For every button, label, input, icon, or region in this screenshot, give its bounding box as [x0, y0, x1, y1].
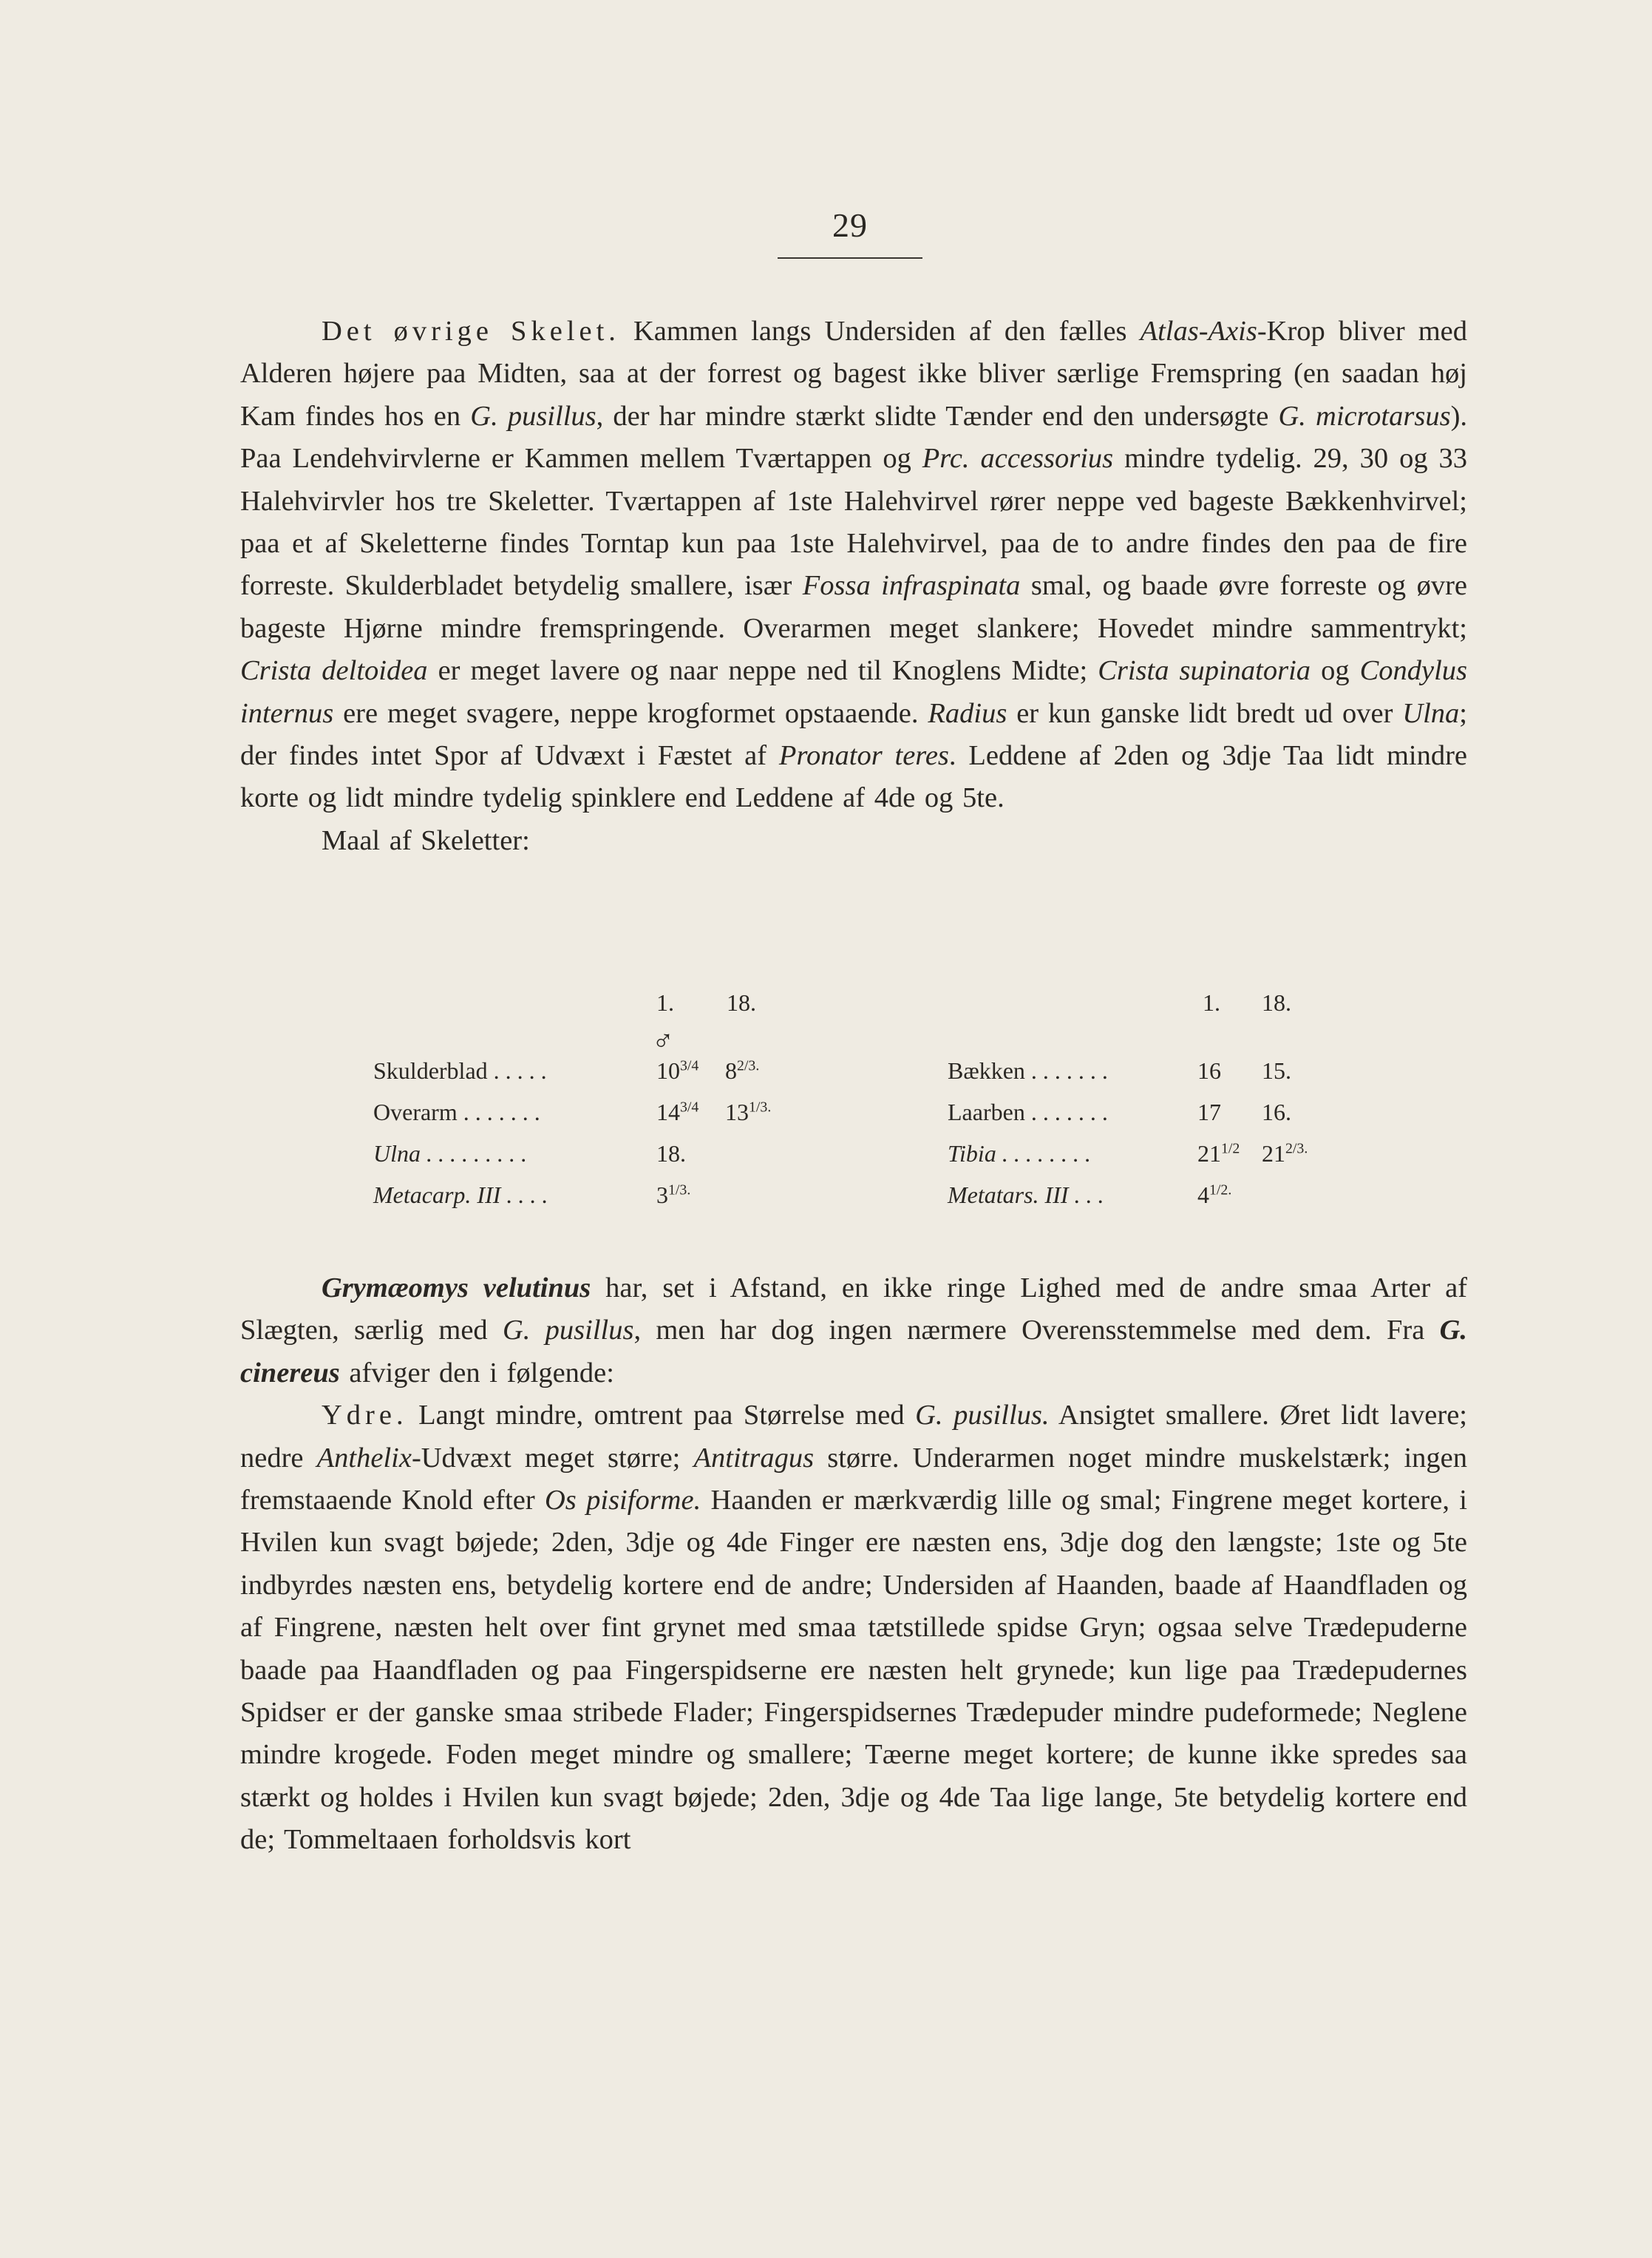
term-pronator-teres: Pronator teres	[778, 740, 949, 772]
text-run: -Udvæxt meget større;	[411, 1442, 694, 1474]
paragraph-grymaeomys-text	[240, 1267, 1467, 1394]
col-header-18-right: 18.	[1262, 989, 1291, 1016]
value-18: 15.	[1262, 1057, 1291, 1084]
col-header-18-left: 18.	[727, 989, 756, 1016]
value-1: $21^{1/2}$	[1197, 1140, 1240, 1167]
table-row	[948, 1181, 1232, 1209]
row-label: Bækken . . . . . . .	[948, 1057, 1108, 1084]
table-row	[373, 1057, 760, 1085]
value-18: $13^{1/3.}$	[725, 1099, 772, 1125]
value-1: 18.	[656, 1140, 686, 1167]
text-run: Langt mindre, omtrent paa Størrelse med	[407, 1400, 916, 1431]
value-1: $3^{1/3.}$	[656, 1181, 691, 1208]
row-label: Tibia . . . . . . . .	[948, 1140, 1091, 1167]
term-crista-supinatoria: Crista supinatoria	[1098, 655, 1311, 687]
value-1: 17	[1197, 1099, 1221, 1125]
text-run: afviger den i følgende:	[339, 1357, 614, 1389]
text-run: ). Paa Lendehvirvlerne er Kammen mellem Tværtappen og	[240, 400, 1468, 475]
paragraph-skeleton	[240, 311, 1467, 862]
row-label: Metacarp. III . . . .	[373, 1181, 548, 1208]
taxon-atlas-axis: Atlas-Axis	[1140, 316, 1257, 347]
text-run: smal, og baade øvre forreste og øvre bageste Hjørne mindre fremspringende. Overarmen meget slankere; Hovedet mindre sammentrykt;	[240, 570, 1467, 644]
measurements-label: Maal af Skeletter:	[322, 824, 530, 856]
text-run: mindre tydelig. 29, 30 og 33 Halehvirvler hos tre Skeletter. Tværtappen af 1ste Halehvirvel rører neppe ved bageste Bækkenhvirvel; paa et af Skeletterne findes Torntap kun paa 1ste Halehvirvel, paa de to andre findes den paa de fire forreste. Skulderbladet betydelig smallere, især	[240, 443, 1468, 602]
term-os-pisiforme: Os pisiforme.	[545, 1485, 701, 1516]
row-label: Overarm . . . . . . .	[373, 1099, 540, 1125]
value-1: $14^{3/4}$	[656, 1099, 699, 1125]
paragraph-skeleton-text	[240, 311, 1467, 820]
paragraph-ydre	[240, 1394, 1467, 1861]
table-row	[373, 1181, 691, 1209]
term-radius: Radius	[928, 697, 1007, 729]
taxon-g-pusillus: G. pusillus	[502, 1315, 634, 1346]
text-run: , der har mindre stærkt slidte Tænder end den undersøgte	[596, 400, 1279, 432]
taxon-grymaeomys-velutinus: Grymæomys velutinus	[322, 1272, 591, 1303]
header-rule	[778, 257, 922, 259]
term-anthelix: Anthelix	[316, 1442, 412, 1474]
text-run: ere meget svagere, neppe krogformet opstaaende.	[333, 697, 928, 729]
term-ulna: Ulna	[1402, 697, 1460, 729]
text-run: ; der findes intet Spor af Udvæxt i Fæstet af	[240, 697, 1467, 772]
page-number: 29	[832, 206, 868, 244]
term-antitragus: Antitragus	[693, 1442, 815, 1474]
term-fossa-infraspinata: Fossa infraspinata	[802, 570, 1021, 602]
table-row	[373, 1099, 772, 1126]
row-label: Skulderblad . . . . .	[373, 1057, 547, 1084]
text-run: har, set i Afstand, en ikke ringe Lighed med de andre smaa Arter af Slægten, særlig med	[240, 1272, 1467, 1346]
col-header-1-right: 1.	[1203, 989, 1220, 1016]
paragraph-grymaeomys	[240, 1267, 1467, 1862]
taxon-g-cinereus: G. cinereus	[240, 1315, 1467, 1389]
term-prc-accessorius: Prc. accessorius	[922, 443, 1114, 475]
section-heading-ydre: Ydre.	[322, 1400, 408, 1431]
text-run: er meget lavere og naar neppe ned til Knoglens Midte;	[427, 655, 1098, 687]
text-run: Kammen langs Undersiden af den fælles	[619, 316, 1141, 347]
table-row	[373, 1140, 686, 1167]
taxon-g-pusillus: G. pusillus.	[915, 1400, 1050, 1431]
table-row	[948, 1057, 1291, 1085]
text-run: større. Underarmen noget mindre muskelstærk; ingen fremstaaende Knold efter	[240, 1442, 1467, 1516]
section-heading-skeleton: Det øvrige Skelet.	[322, 316, 620, 347]
row-label: Metatars. III . . .	[948, 1181, 1104, 1208]
text-run: og	[1311, 655, 1360, 687]
row-label: Laarben . . . . . . .	[948, 1099, 1108, 1125]
value-1: 16	[1197, 1057, 1221, 1084]
row-label: Ulna . . . . . . . . .	[373, 1140, 527, 1167]
term-crista-deltoidea: Crista deltoidea	[240, 655, 428, 687]
value-18: $21^{2/3.}$	[1262, 1140, 1308, 1167]
taxon-g-microtarsus: G. microtarsus	[1278, 400, 1451, 432]
taxon-g-pusillus: G. pusillus	[470, 400, 596, 432]
table-row	[948, 1099, 1291, 1126]
text-run: er kun ganske lidt bredt ud over	[1007, 697, 1403, 729]
text-run: . Leddene af 2den og 3dje Taa lidt mindre korte og lidt mindre tydelig spinklere end Leddene af 4de og 5te.	[240, 740, 1467, 814]
text-run: , men har dog ingen nærmere Overensstemmelse med dem. Fra	[633, 1315, 1440, 1346]
term-condylus-internus: Condylus internus	[240, 655, 1468, 729]
table-row	[948, 1140, 1308, 1167]
male-symbol: ♂	[652, 1024, 674, 1057]
value-18: 16.	[1262, 1099, 1291, 1125]
value-18: $8^{2/3.}$	[725, 1057, 760, 1084]
value-1: $10^{3/4}$	[656, 1057, 699, 1084]
col-header-1-left: 1.	[656, 989, 674, 1016]
text-run: -Krop bliver med Alderen højere paa Midten, saa at der forrest og bagest ikke bliver særlige Fremspring (en saadan høj Kam findes hos en	[240, 316, 1467, 432]
text-run: Haanden er mærkværdig lille og smal; Fingrene meget kortere, i Hvilen kun svagt bøjede; 2den, 3dje og 4de Finger ere næsten ens, 3dje dog den længste; 1ste og 5te indbyrdes næsten ens, betydelig kortere end de andre; Undersiden af Haanden, baade af Haandfladen og af Fingrene, næsten helt over fint grynet med smaa tætstillede spidse Gryn; ogsaa selve Trædepuderne baade paa Haandfladen og paa Fingerspidserne ere næsten helt grynede; kun lige paa Trædepudernes Spidser er der ganske smaa stribede Flader; Fingerspidsernes Trædepuder mindre pudeformede; Neglene mindre krogede. Foden meget mindre og smallere; Tæerne meget kortere; de kunne ikke spredes saa stærkt og holdes i Hvilen kun svagt bøjede; 2den, 3dje og 4de Taa lige lange, 5te betydelig kortere end de; Tommeltaaen forholdsvis kort	[240, 1485, 1468, 1856]
value-1: $4^{1/2.}$	[1197, 1181, 1232, 1208]
text-run: Ansigtet smallere. Øret lidt lavere; nedre	[240, 1400, 1467, 1474]
